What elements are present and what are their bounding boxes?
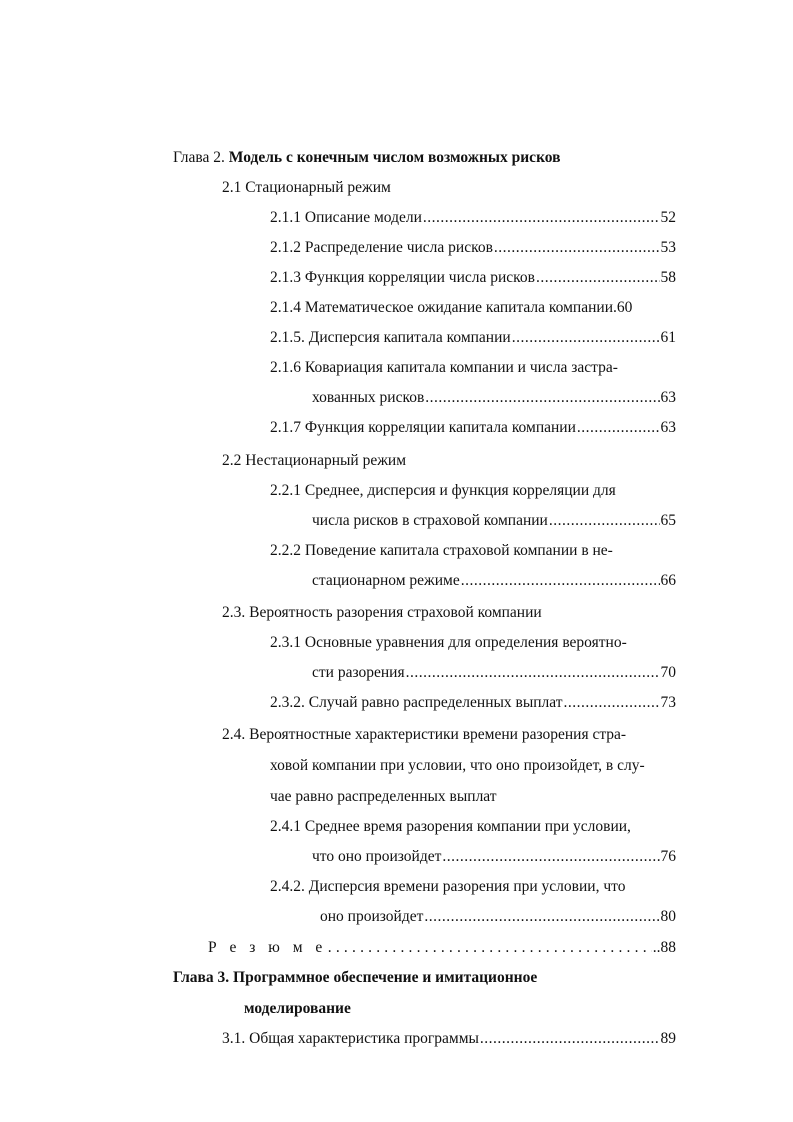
entry-label: числа рисков в страховой компании [312,512,548,529]
section-2-2: 2.2 Нестационарный режим [222,452,407,469]
entry-label: стационарном режиме [312,572,460,589]
toc-entry-resume [208,938,676,958]
toc-entry-2-1-3 [270,268,676,288]
dot-leader [406,663,660,683]
entry-label: 2.1.3 Функция корреляции числа рисков [270,269,535,286]
dot-leader [425,388,659,408]
dot-leader [577,418,660,438]
toc-entry-2-1-4 [270,298,632,318]
toc-entry-2-3-1-line1: 2.3.1 Основные уравнения для определения вероятно- [270,634,627,651]
toc-entry-2-3-1-line2 [312,663,676,683]
dot-leader [536,268,660,288]
entry-label: 3.1. Общая характеристика программы [222,1030,479,1047]
toc-entry-2-2-2-line1: 2.2.2 Поведение капитала страховой компании в не- [270,542,613,559]
page-number: 61 [660,329,676,346]
toc-entry-3-1 [222,1029,676,1049]
page-number: 53 [660,239,676,256]
dot-leader [461,571,660,591]
entry-label: хованных рисков [312,389,425,406]
section-2-4-line1: 2.4. Вероятностные характеристики времени разорения стра- [222,726,627,743]
page-number: 76 [660,848,676,865]
toc-entry-2-4-2-line2 [320,907,676,927]
entry-label: 2.1.5. Дисперсия капитала компании [270,329,511,346]
page-number: 60 [616,299,633,316]
toc-entry-2-1-1 [270,208,676,228]
toc-entry-2-4-1-line1: 2.4.1 Среднее время разорения компании при условии, [270,818,631,835]
entry-label: 2.1.1 Описание модели [270,209,422,226]
toc-entry-2-1-5 [270,328,676,348]
chapter-2-title: Модель с конечным числом возможных рисков [228,149,561,166]
page-number: 65 [660,512,676,529]
dot-leader [494,238,660,258]
page-number: 63 [660,389,676,406]
toc-entry-2-1-6-line1: 2.1.6 Ковариация капитала компании и числа застра- [270,359,618,376]
chapter-2-heading [173,148,561,168]
chapter-2-prefix: Глава 2. [173,149,229,166]
dot-leader [423,208,660,228]
dot-leader [480,1029,660,1049]
toc-entry-2-1-2 [270,238,676,258]
entry-label: оно произойдет [320,908,424,925]
page-number: 80 [660,908,676,925]
dot-leader [328,938,652,958]
section-2-3: 2.3. Вероятность разорения страховой компании [222,604,542,621]
page-number: 89 [660,1030,676,1047]
entry-label: 2.1.2 Распределение числа рисков [270,239,493,256]
section-2-4-line3: чае равно распределенных выплат [270,788,497,805]
page-number: ..88 [652,939,676,956]
toc-entry-2-2-1-line2 [312,511,676,531]
dot-leader [442,847,659,867]
page-number: 63 [660,419,676,436]
section-2-1: 2.1 Стационарный режим [222,179,391,196]
entry-label: Р е з ю м е [208,939,327,956]
dot-leader [549,511,660,531]
dot-leader [564,693,660,713]
toc-entry-2-1-6-line2 [312,388,676,408]
page-number: 58 [660,269,676,286]
toc-entry-2-2-2-line2 [312,571,676,591]
dot-leader [424,907,659,927]
page-number: 66 [660,572,676,589]
toc-entry-2-4-1-line2 [312,847,676,867]
entry-label: 2.1.7 Функция корреляции капитала компании [270,419,576,436]
entry-label: сти разорения [312,664,405,681]
entry-label: 2.1.4 Математическое ожидание капитала компании. [270,299,617,316]
page-number: 73 [660,694,676,711]
page-number: 70 [660,664,676,681]
toc-entry-2-2-1-line1: 2.2.1 Среднее, дисперсия и функция корреляции для [270,482,616,499]
dot-leader [512,328,660,348]
toc-entry-2-1-7 [270,418,676,438]
entry-label: что оно произойдет [312,848,442,865]
toc-entry-2-3-2 [270,693,676,713]
section-2-4-line2: ховой компании при условии, что оно произойдет, в слу- [270,757,645,774]
entry-label: 2.3.2. Случай равно распределенных выплат [270,694,563,711]
chapter-3-heading-line2: моделирование [244,1000,351,1017]
chapter-3-heading-line1: Глава 3. Программное обеспечение и имитационное [173,969,538,986]
page-number: 52 [660,209,676,226]
toc-entry-2-4-2-line1: 2.4.2. Дисперсия времени разорения при условии, что [270,878,626,895]
